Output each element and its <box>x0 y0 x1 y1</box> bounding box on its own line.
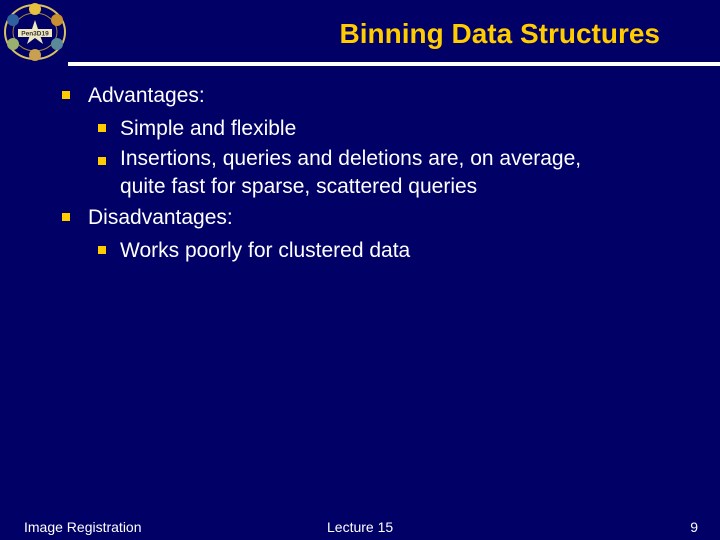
square-bullet-icon <box>62 91 70 99</box>
bullet-disadvantages <box>0 201 720 234</box>
square-bullet-icon <box>98 246 106 254</box>
title-divider <box>68 62 720 66</box>
square-bullet-icon <box>98 157 106 165</box>
bullet-text: Simple and flexible <box>120 117 297 140</box>
logo-icon <box>2 2 68 62</box>
bullet-text: Advantages: <box>88 84 205 107</box>
bullet-text: Works poorly for clustered data <box>120 239 411 262</box>
footer-course: Image Registration <box>24 519 142 535</box>
bullet-text: Insertions, queries and deletions are, on average, <box>120 147 582 170</box>
bullet-text-continuation: quite fast for sparse, scattered queries <box>120 175 478 198</box>
bullet-advantages <box>0 79 720 112</box>
footer-lecture: Lecture 15 <box>327 519 394 535</box>
bullet-insertions <box>0 145 720 201</box>
bullet-text: Disadvantages: <box>88 206 233 229</box>
square-bullet-icon <box>62 213 70 221</box>
bullet-list <box>0 79 720 267</box>
bullet-clustered <box>0 234 720 267</box>
square-bullet-icon <box>98 124 106 132</box>
slide-title: Binning Data Structures <box>339 18 660 49</box>
footer-page-number: 9 <box>690 519 698 535</box>
logo-text: Pen3D19 <box>21 30 49 38</box>
bullet-simple-flexible <box>0 112 720 145</box>
